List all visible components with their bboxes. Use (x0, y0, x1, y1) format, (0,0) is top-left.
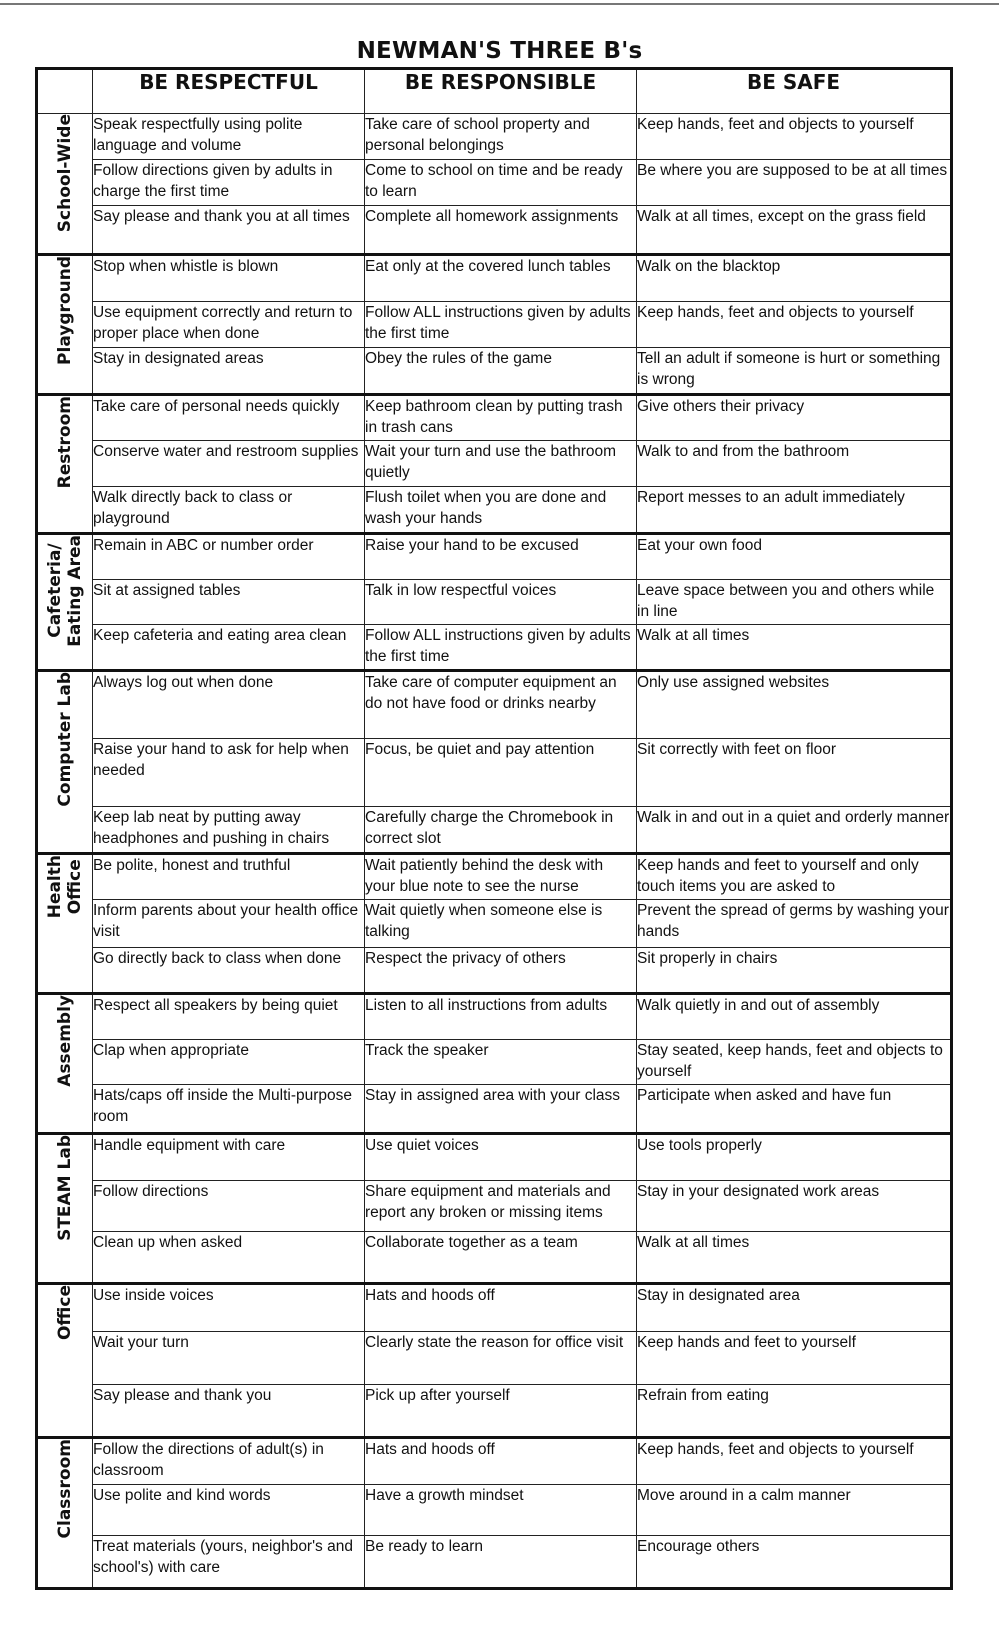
responsible-cell: Track the speaker (365, 1039, 637, 1084)
safe-cell: Tell an adult if someone is hurt or something is wrong (637, 348, 952, 394)
responsible-cell: Eat only at the covered lunch tables (365, 255, 637, 301)
table-row (37, 441, 952, 486)
top-rule (0, 3, 999, 5)
responsible-cell: Listen to all instructions from adults (365, 994, 637, 1039)
respectful-cell: Respect all speakers by being quiet (93, 994, 365, 1039)
column-header-respectful: BE RESPECTFUL (93, 69, 365, 114)
respectful-cell: Speak respectfully using polite language and volume (93, 114, 365, 160)
table-row (37, 579, 952, 624)
table-row (37, 1283, 952, 1332)
responsible-cell: Follow ALL instructions given by adults the first time (365, 301, 637, 347)
respectful-cell: Follow the directions of adult(s) in classroom (93, 1437, 365, 1485)
table-row (37, 394, 952, 440)
corner-cell (37, 69, 93, 114)
safe-cell: Keep hands and feet to yourself and only touch items you are asked to (637, 854, 952, 900)
respectful-cell: Handle equipment with care (93, 1133, 365, 1181)
respectful-cell: Wait your turn (93, 1332, 365, 1385)
responsible-cell: Use quiet voices (365, 1133, 637, 1181)
setting-label: School-Wide (55, 114, 75, 233)
behavior-matrix (35, 67, 953, 1590)
respectful-cell: Treat materials (yours, neighbor's and school's) with care (93, 1535, 365, 1588)
table-row (37, 1385, 952, 1438)
respectful-cell: Walk directly back to class or playground (93, 486, 365, 534)
setting-label-cell (37, 1133, 93, 1283)
safe-cell: Sit properly in chairs (637, 947, 952, 993)
responsible-cell: Hats and hoods off (365, 1437, 637, 1485)
responsible-cell: Respect the privacy of others (365, 947, 637, 993)
safe-cell: Sit correctly with feet on floor (637, 738, 952, 806)
table-row (37, 1535, 952, 1588)
responsible-cell: Obey the rules of the game (365, 348, 637, 394)
safe-cell: Walk at all times (637, 624, 952, 670)
safe-cell: Keep hands and feet to yourself (637, 1332, 952, 1385)
table-row (37, 1133, 952, 1181)
respectful-cell: Use equipment correctly and return to proper place when done (93, 301, 365, 347)
responsible-cell: Focus, be quiet and pay attention (365, 738, 637, 806)
safe-cell: Stay in your designated work areas (637, 1181, 952, 1232)
respectful-cell: Clean up when asked (93, 1231, 365, 1283)
setting-label: Assembly (55, 995, 75, 1088)
safe-cell: Walk quietly in and out of assembly (637, 994, 952, 1039)
table-row (37, 534, 952, 579)
table-row (37, 624, 952, 670)
responsible-cell: Collaborate together as a team (365, 1231, 637, 1283)
safe-cell: Refrain from eating (637, 1385, 952, 1438)
responsible-cell: Keep bathroom clean by putting trash in trash cans (365, 394, 637, 440)
responsible-cell: Follow ALL instructions given by adults the first time (365, 624, 637, 670)
safe-cell: Walk at all times (637, 1231, 952, 1283)
table-row (37, 205, 952, 255)
responsible-cell: Take care of computer equipment an do not have food or drinks nearby (365, 671, 637, 739)
responsible-cell: Wait quietly when someone else is talking (365, 900, 637, 948)
responsible-cell: Pick up after yourself (365, 1385, 637, 1438)
respectful-cell: Keep cafeteria and eating area clean (93, 624, 365, 670)
safe-cell: Stay in designated area (637, 1283, 952, 1332)
table-row (37, 738, 952, 806)
safe-cell: Move around in a calm manner (637, 1485, 952, 1536)
setting-label: Restroom (55, 395, 75, 489)
table-row (37, 1181, 952, 1232)
setting-label: Computer Lab (55, 672, 75, 807)
safe-cell: Be where you are supposed to be at all times (637, 160, 952, 205)
safe-cell: Only use assigned websites (637, 671, 952, 739)
table-row (37, 900, 952, 948)
setting-label: Playground (55, 256, 75, 366)
respectful-cell: Clap when appropriate (93, 1039, 365, 1084)
respectful-cell: Inform parents about your health office visit (93, 900, 365, 948)
respectful-cell: Go directly back to class when done (93, 947, 365, 993)
safe-cell: Encourage others (637, 1535, 952, 1588)
safe-cell: Keep hands, feet and objects to yourself (637, 1437, 952, 1485)
safe-cell: Leave space between you and others while in line (637, 579, 952, 624)
respectful-cell: Sit at assigned tables (93, 579, 365, 624)
respectful-cell: Stop when whistle is blown (93, 255, 365, 301)
respectful-cell: Say please and thank you at all times (93, 205, 365, 255)
respectful-cell: Follow directions given by adults in charge the first time (93, 160, 365, 205)
responsible-cell: Stay in assigned area with your class (365, 1085, 637, 1134)
respectful-cell: Hats/caps off inside the Multi-purpose room (93, 1085, 365, 1134)
responsible-cell: Carefully charge the Chromebook in correct slot (365, 806, 637, 854)
responsible-cell: Come to school on time and be ready to learn (365, 160, 637, 205)
setting-label-cell (37, 534, 93, 671)
safe-cell: Keep hands, feet and objects to yourself (637, 301, 952, 347)
setting-label-cell (37, 394, 93, 533)
safe-cell: Walk to and from the bathroom (637, 441, 952, 486)
responsible-cell: Take care of school property and personal belongings (365, 114, 637, 160)
safe-cell: Stay seated, keep hands, feet and objects to yourself (637, 1039, 952, 1084)
respectful-cell: Follow directions (93, 1181, 365, 1232)
respectful-cell: Take care of personal needs quickly (93, 394, 365, 440)
setting-label: Office (55, 1284, 75, 1340)
responsible-cell: Share equipment and materials and report any broken or missing items (365, 1181, 637, 1232)
table-row (37, 160, 952, 205)
table-row (37, 255, 952, 301)
setting-label-cell (37, 854, 93, 994)
safe-cell: Use tools properly (637, 1133, 952, 1181)
table-row (37, 301, 952, 347)
respectful-cell: Raise your hand to ask for help when needed (93, 738, 365, 806)
respectful-cell: Conserve water and restroom supplies (93, 441, 365, 486)
responsible-cell: Flush toilet when you are done and wash your hands (365, 486, 637, 534)
table-row (37, 806, 952, 854)
respectful-cell: Always log out when done (93, 671, 365, 739)
table-row (37, 1485, 952, 1536)
table-row (37, 348, 952, 394)
matrix-body (37, 114, 952, 1589)
respectful-cell: Remain in ABC or number order (93, 534, 365, 579)
table-row (37, 1231, 952, 1283)
safe-cell: Walk in and out in a quiet and orderly manner (637, 806, 952, 854)
responsible-cell: Hats and hoods off (365, 1283, 637, 1332)
setting-label-cell (37, 255, 93, 394)
safe-cell: Eat your own food (637, 534, 952, 579)
safe-cell: Walk at all times, except on the grass field (637, 205, 952, 255)
setting-label-cell (37, 994, 93, 1133)
table-row (37, 1437, 952, 1485)
setting-label: STEAM Lab (55, 1134, 75, 1241)
table-row (37, 1332, 952, 1385)
safe-cell: Participate when asked and have fun (637, 1085, 952, 1134)
table-row (37, 854, 952, 900)
safe-cell: Give others their privacy (637, 394, 952, 440)
header-row (37, 69, 952, 114)
respectful-cell: Stay in designated areas (93, 348, 365, 394)
setting-label-cell (37, 671, 93, 854)
responsible-cell: Wait your turn and use the bathroom quietly (365, 441, 637, 486)
table-row (37, 947, 952, 993)
responsible-cell: Be ready to learn (365, 1535, 637, 1588)
responsible-cell: Have a growth mindset (365, 1485, 637, 1536)
respectful-cell: Use inside voices (93, 1283, 365, 1332)
respectful-cell: Be polite, honest and truthful (93, 854, 365, 900)
responsible-cell: Talk in low respectful voices (365, 579, 637, 624)
responsible-cell: Wait patiently behind the desk with your blue note to see the nurse (365, 854, 637, 900)
safe-cell: Prevent the spread of germs by washing your hands (637, 900, 952, 948)
table-row (37, 114, 952, 160)
column-header-safe: BE SAFE (637, 69, 952, 114)
safe-cell: Walk on the blacktop (637, 255, 952, 301)
table-row (37, 1039, 952, 1084)
setting-label: Health Office (45, 855, 85, 919)
page-title: NEWMAN'S THREE B's (356, 38, 643, 64)
respectful-cell: Say please and thank you (93, 1385, 365, 1438)
table-row (37, 486, 952, 534)
respectful-cell: Keep lab neat by putting away headphones and pushing in chairs (93, 806, 365, 854)
setting-label: Classroom (55, 1438, 75, 1539)
table-row (37, 1085, 952, 1134)
table-row (37, 671, 952, 739)
setting-label-cell (37, 114, 93, 255)
safe-cell: Keep hands, feet and objects to yourself (637, 114, 952, 160)
responsible-cell: Clearly state the reason for office visit (365, 1332, 637, 1385)
setting-label-cell (37, 1437, 93, 1588)
responsible-cell: Raise your hand to be excused (365, 534, 637, 579)
safe-cell: Report messes to an adult immediately (637, 486, 952, 534)
respectful-cell: Use polite and kind words (93, 1485, 365, 1536)
table-row (37, 994, 952, 1039)
responsible-cell: Complete all homework assignments (365, 205, 637, 255)
column-header-responsible: BE RESPONSIBLE (365, 69, 637, 114)
setting-label-cell (37, 1283, 93, 1437)
setting-label: Cafeteria/ Eating Area (45, 535, 85, 647)
